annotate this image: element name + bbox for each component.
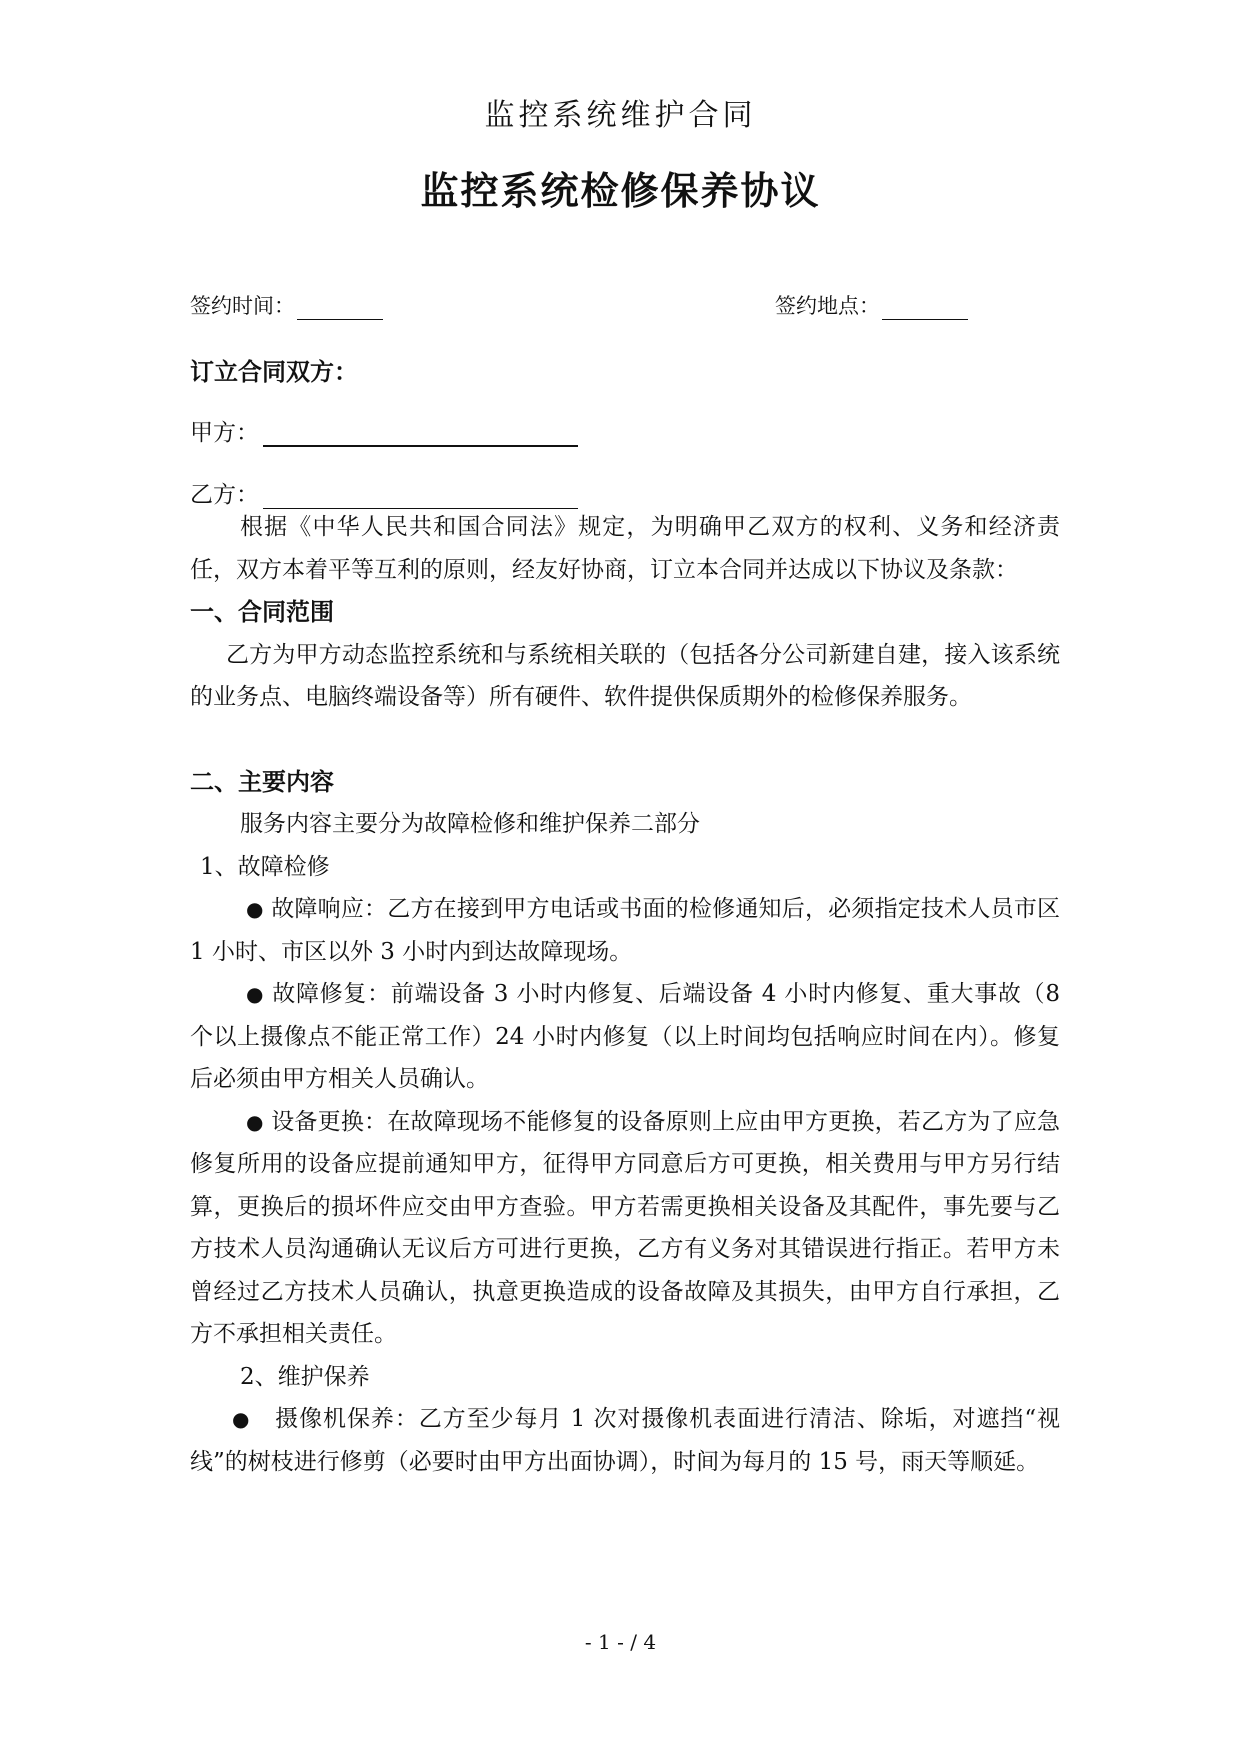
bullet-text-repair: 故障修复：前端设备 3 小时内修复、后端设备 4 小时内修复、重大事故（8 个以上摄像点不能正常工作）24 小时内修复（以上时间均包括响应时间在内）。修复后必须由甲方相关人员确认。 (190, 981, 1061, 1092)
sign-time-label: 签约时间： (190, 294, 295, 318)
sign-place-label: 签约地点： (775, 294, 880, 318)
bullet-icon: ● (246, 897, 264, 921)
subsection-1-title: 1、故障检修 (200, 853, 330, 880)
document-body (190, 506, 1060, 1483)
bullet-icon: ● (246, 982, 265, 1006)
page-number: - 1 - / 4 (584, 1630, 657, 1654)
bullet-text-response: 故障响应：乙方在接到甲方电话或书面的检修通知后，必须指定技术人员市区 1 小时、市区以外 3 小时内到达故障现场。 (190, 896, 1061, 965)
document-title: 监控系统检修保养协议 (420, 168, 821, 213)
list-item (190, 888, 1060, 973)
bullet-text-camera: 摄像机保养：乙方至少每月 1 次对摄像机表面进行清洁、除垢，对遮挡“视线”的树枝进行修剪（必要时由甲方出面协调），时间为每月的 15 号，雨天等顺延。 (190, 1406, 1061, 1475)
list-item (190, 1398, 1060, 1483)
party-a-label: 甲方： (190, 420, 259, 446)
bullet-icon: ● (246, 1109, 264, 1134)
bullet-text-replacement: 设备更换：在故障现场不能修复的设备原则上应由甲方更换，若乙方为了应急修复所用的设备应提前通知甲方，征得甲方同意后方可更换，相关费用与甲方另行结算，更换后的损坏件应交由甲方查验。甲方若需更换相关设备及其配件，事先要与乙方技术人员沟通确认无议后方可进行更换，乙方有义务对其错误进行指正。若甲方未曾经过乙方技术人员确认，执意更换造成的设备故障及其损失，由甲方自行承担，乙方不承担相关责任。 (190, 1108, 1061, 1347)
sign-place (775, 290, 968, 320)
list-item (190, 1101, 1060, 1356)
section-2-title: 二、主要内容 (190, 766, 334, 796)
parties-heading: 订立合同双方： (190, 357, 358, 386)
sign-time (190, 290, 383, 320)
signing-info-row (190, 290, 1070, 320)
sign-place-blank (882, 299, 968, 320)
section-1-title: 一、合同范围 (190, 597, 334, 626)
party-a (190, 414, 578, 447)
party-b-label: 乙方： (190, 482, 259, 508)
party-a-blank (263, 421, 578, 447)
sign-time-blank (297, 299, 383, 320)
page-header-title: 监控系统维护合同 (484, 98, 757, 133)
bullet-icon: ● (232, 1407, 251, 1431)
party-b (190, 476, 578, 509)
list-item (190, 973, 1060, 1101)
intro-paragraph: 根据《中华人民共和国合同法》规定，为明确甲乙双方的权利、义务和经济责任，双方本着平等互利的原则，经友好协商，订立本合同并达成以下协议及条款： (190, 514, 1060, 583)
section-2-intro: 服务内容主要分为故障检修和维护保养二部分 (240, 811, 700, 837)
section-1-body: 乙方为甲方动态监控系统和与系统相关联的（包括各分公司新建自建，接入该系统的业务点、电脑终端设备等）所有硬件、软件提供保质期外的检修保养服务。 (190, 641, 1060, 710)
subsection-2-title: 2、维护保养 (240, 1363, 370, 1390)
